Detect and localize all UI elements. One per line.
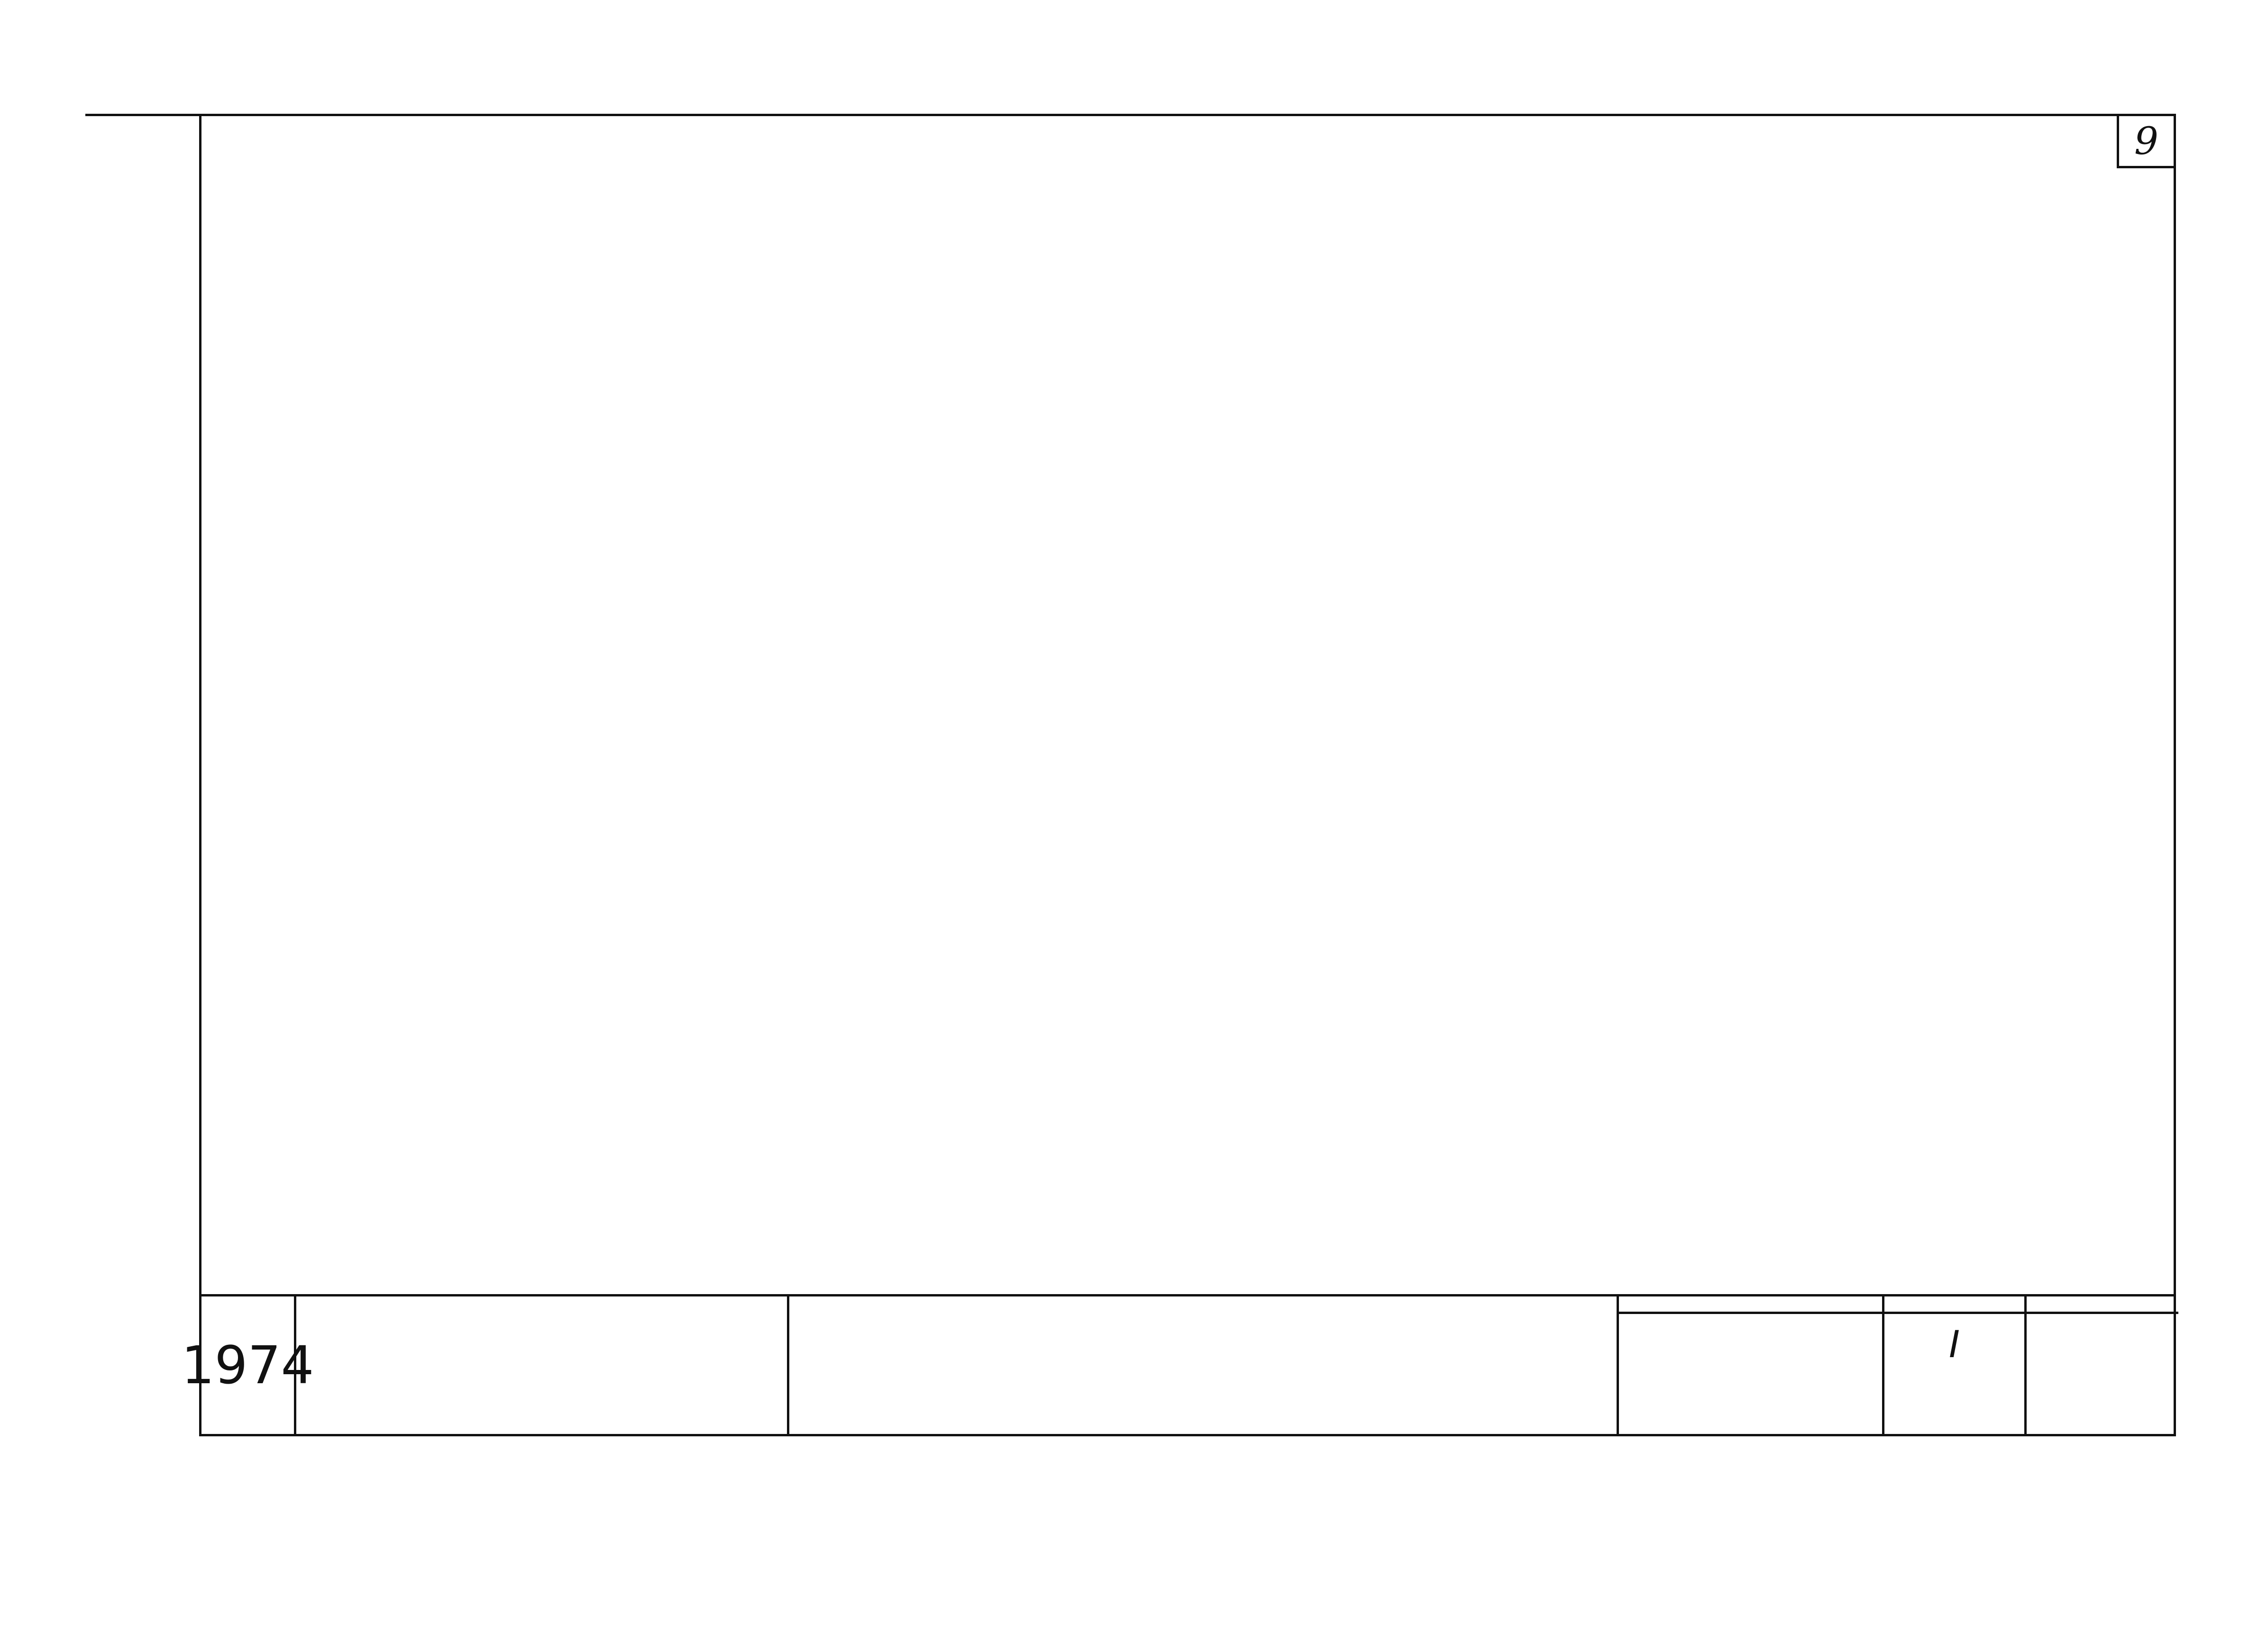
document-name: [789, 1296, 1619, 1434]
text-column-left: [296, 211, 1093, 254]
title-year: 1974: [201, 1296, 296, 1434]
title-block: [181, 1294, 2174, 1434]
drawing-sheet: [181, 114, 2176, 1436]
text-column-right: [1263, 211, 2060, 254]
sheet-header: [2027, 1296, 2178, 1314]
sheet-number: 9: [2117, 116, 2174, 168]
project-cell: [1619, 1296, 1884, 1434]
approval-margin: [85, 114, 199, 1436]
sheet-value: [2027, 1314, 2178, 1323]
project-header: [1619, 1296, 1882, 1314]
sheet-cell: [2027, 1296, 2178, 1434]
project-value: [1619, 1314, 1882, 1323]
album-value: I: [1948, 1323, 1960, 1366]
title-series: [296, 1296, 789, 1434]
album-cell: [1884, 1296, 2027, 1434]
album-header: [1884, 1296, 2024, 1314]
